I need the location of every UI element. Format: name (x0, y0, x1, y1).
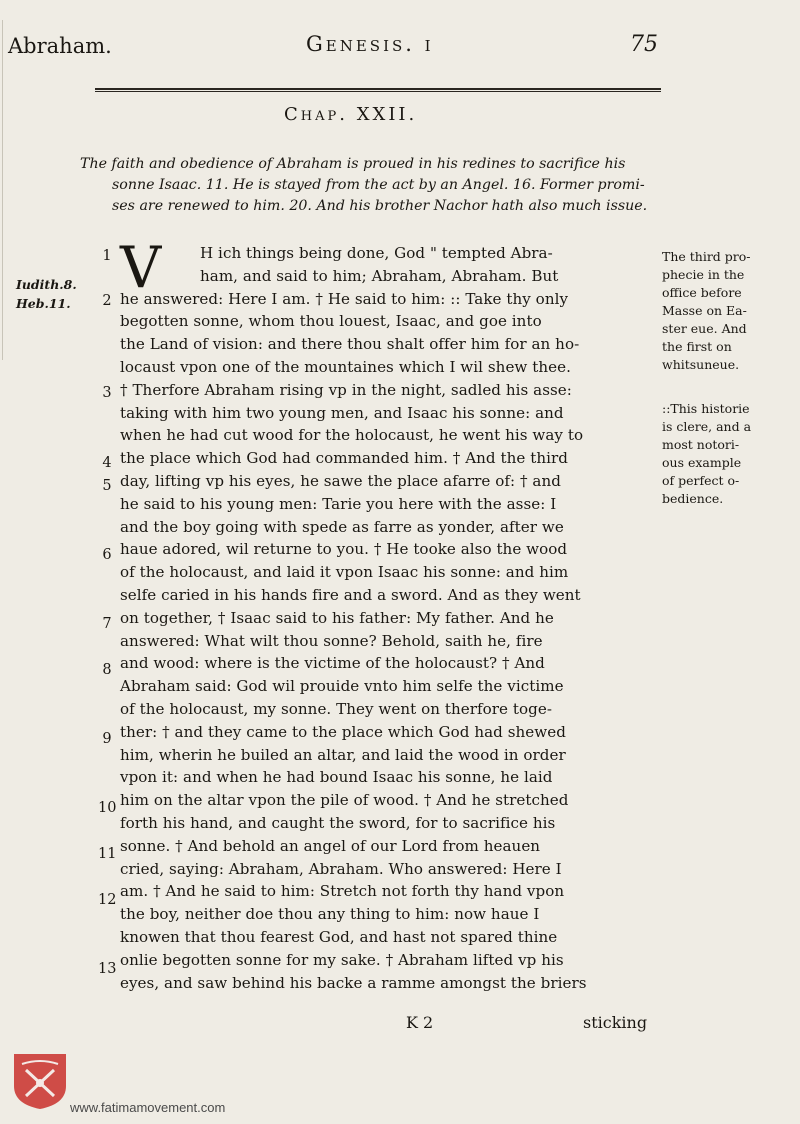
watermark-url[interactable]: www.fatimamovement.com (70, 1100, 226, 1115)
text-line: answered: What wilt thou sonne? Behold, saith he, fire (120, 631, 543, 650)
margin-note-line: ::This historie (662, 401, 750, 416)
margin-note-line: office before (662, 285, 742, 300)
text-line: and wood: where is the victime of the holocaust? † And (120, 654, 545, 673)
margin-note-line: the first on (662, 339, 732, 354)
text-line: the place which God had commanded him. † And the third (120, 449, 568, 468)
text-line: taking with him two young men, and Isaac his sonne: and (120, 403, 564, 422)
text-line: and the boy going with spede as farre as yonder, after we (120, 517, 564, 536)
text-line: knowen that thou fearest God, and hast not spared thine (120, 927, 558, 946)
text-line: ham, and said to him; Abraham, Abraham. But (200, 266, 559, 285)
verse-number: 5 (102, 478, 112, 494)
margin-note-line: of perfect o- (662, 473, 740, 488)
running-head-left: Abraham. (8, 34, 112, 58)
verse-number: 12 (98, 892, 117, 908)
verse-number: 9 (102, 731, 112, 747)
verse-number: 4 (102, 455, 112, 471)
page-edge-shadow (2, 20, 3, 360)
header-rule (95, 88, 661, 90)
text-line: haue adored, wil returne to you. † He tooke also the wood (120, 540, 568, 559)
text-line: locaust vpon one of the mountaines which I wil shew thee. (120, 357, 571, 376)
text-line: of the holocaust, my sonne. They went on therfore toge- (120, 699, 552, 718)
text-line: † Therfore Abraham rising vp in the night, sadled his asse: (120, 380, 572, 399)
chapter-heading: Chap. XXII. (284, 104, 418, 125)
margin-note-line: whitsuneue. (662, 357, 740, 372)
text-line: vpon it: and when he had bound Isaac his sonne, he laid (120, 768, 553, 787)
verse-number: 1 (102, 248, 112, 264)
argument-line: ses are renewed to him. 20. And his brother Nachor hath also much issue. (112, 198, 648, 214)
margin-note-historie (662, 400, 774, 508)
verse-number: 2 (102, 293, 112, 309)
text-line: the Land of vision: and there thou shalt offer him for an ho- (120, 335, 580, 354)
chapter-argument (80, 154, 660, 217)
argument-line: sonne Isaac. 11. He is stayed from the act by an Angel. 16. Former promi- (112, 177, 645, 193)
text-line: him on the altar vpon the pile of wood. † And he stretched (120, 791, 569, 810)
running-head-center: Genesis. i (306, 32, 434, 56)
text-line: he said to his young men: Tarie you here with the asse: I (120, 494, 557, 513)
margin-note-line: Masse on Ea- (662, 303, 747, 318)
verse-number: 8 (102, 662, 112, 678)
text-line: am. † And he said to him: Stretch not forth thy hand vpon (120, 882, 565, 901)
margin-note-line: phecie in the (662, 267, 745, 282)
margin-note-line: ster eue. And (662, 321, 747, 336)
text-line: he answered: Here I am. † He said to him: :: Take thy only (120, 289, 569, 308)
text-line: ther: † and they came to the place which God had shewed (120, 722, 566, 741)
signature-mark: K 2 (406, 1013, 434, 1032)
left-reference: Iudith.8. (16, 277, 77, 292)
text-line: day, lifting vp his eyes, he sawe the place afarre of: † and (120, 471, 561, 490)
text-line: H ich things being done, God " tempted Abra- (200, 244, 553, 262)
text-line: him, wherin he builed an altar, and laid the wood in order (120, 745, 566, 764)
text-line: forth his hand, and caught the sword, for to sacrifice his (120, 813, 556, 832)
scripture-text (120, 235, 660, 994)
verse-number: 11 (98, 846, 117, 862)
verse-number: 3 (102, 385, 112, 401)
margin-note-line: bedience. (662, 491, 724, 506)
drop-capital: V (120, 235, 162, 301)
verse-number: 10 (98, 800, 117, 816)
left-reference: Heb.11. (16, 296, 71, 311)
margin-note-line: ous example (662, 455, 742, 470)
catchword: sticking (583, 1013, 648, 1032)
text-line: the boy, neither doe thou any thing to him: now haue I (120, 905, 540, 924)
margin-note-line: The third pro- (662, 249, 751, 264)
page-number: 75 (630, 32, 658, 57)
header-rule-thin (95, 91, 661, 92)
text-line: of the holocaust, and laid it vpon Isaac his sonne: and him (120, 563, 569, 582)
text-line: on together, † Isaac said to his father: My father. And he (120, 608, 554, 627)
text-line: eyes, and saw behind his backe a ramme amongst the briers (120, 973, 587, 992)
text-line: selfe caried in his hands fire and a sword. And as they went (120, 585, 581, 604)
verse-number: 13 (98, 961, 117, 977)
text-line: sonne. † And behold an angel of our Lord from heauen (120, 836, 541, 855)
text-line: Abraham said: God wil prouide vnto him selfe the victime (120, 677, 564, 696)
text-line: when he had cut wood for the holocaust, he went his way to (120, 426, 584, 445)
margin-note-prophecy (662, 248, 774, 374)
margin-note-line: most notori- (662, 437, 740, 452)
verse-number: 7 (102, 616, 112, 632)
argument-line: The faith and obedience of Abraham is proued in his redines to sacrifice his (80, 156, 626, 172)
text-line: onlie begotten sonne for my sake. † Abraham lifted vp his (120, 950, 564, 969)
margin-note-line: is clere, and a (662, 419, 752, 434)
verse-number: 6 (102, 547, 112, 563)
text-line: cried, saying: Abraham, Abraham. Who answered: Here I (120, 859, 562, 878)
fatima-shield-logo-icon (12, 1052, 68, 1110)
text-line: begotten sonne, whom thou louest, Isaac, and goe into (120, 312, 542, 331)
